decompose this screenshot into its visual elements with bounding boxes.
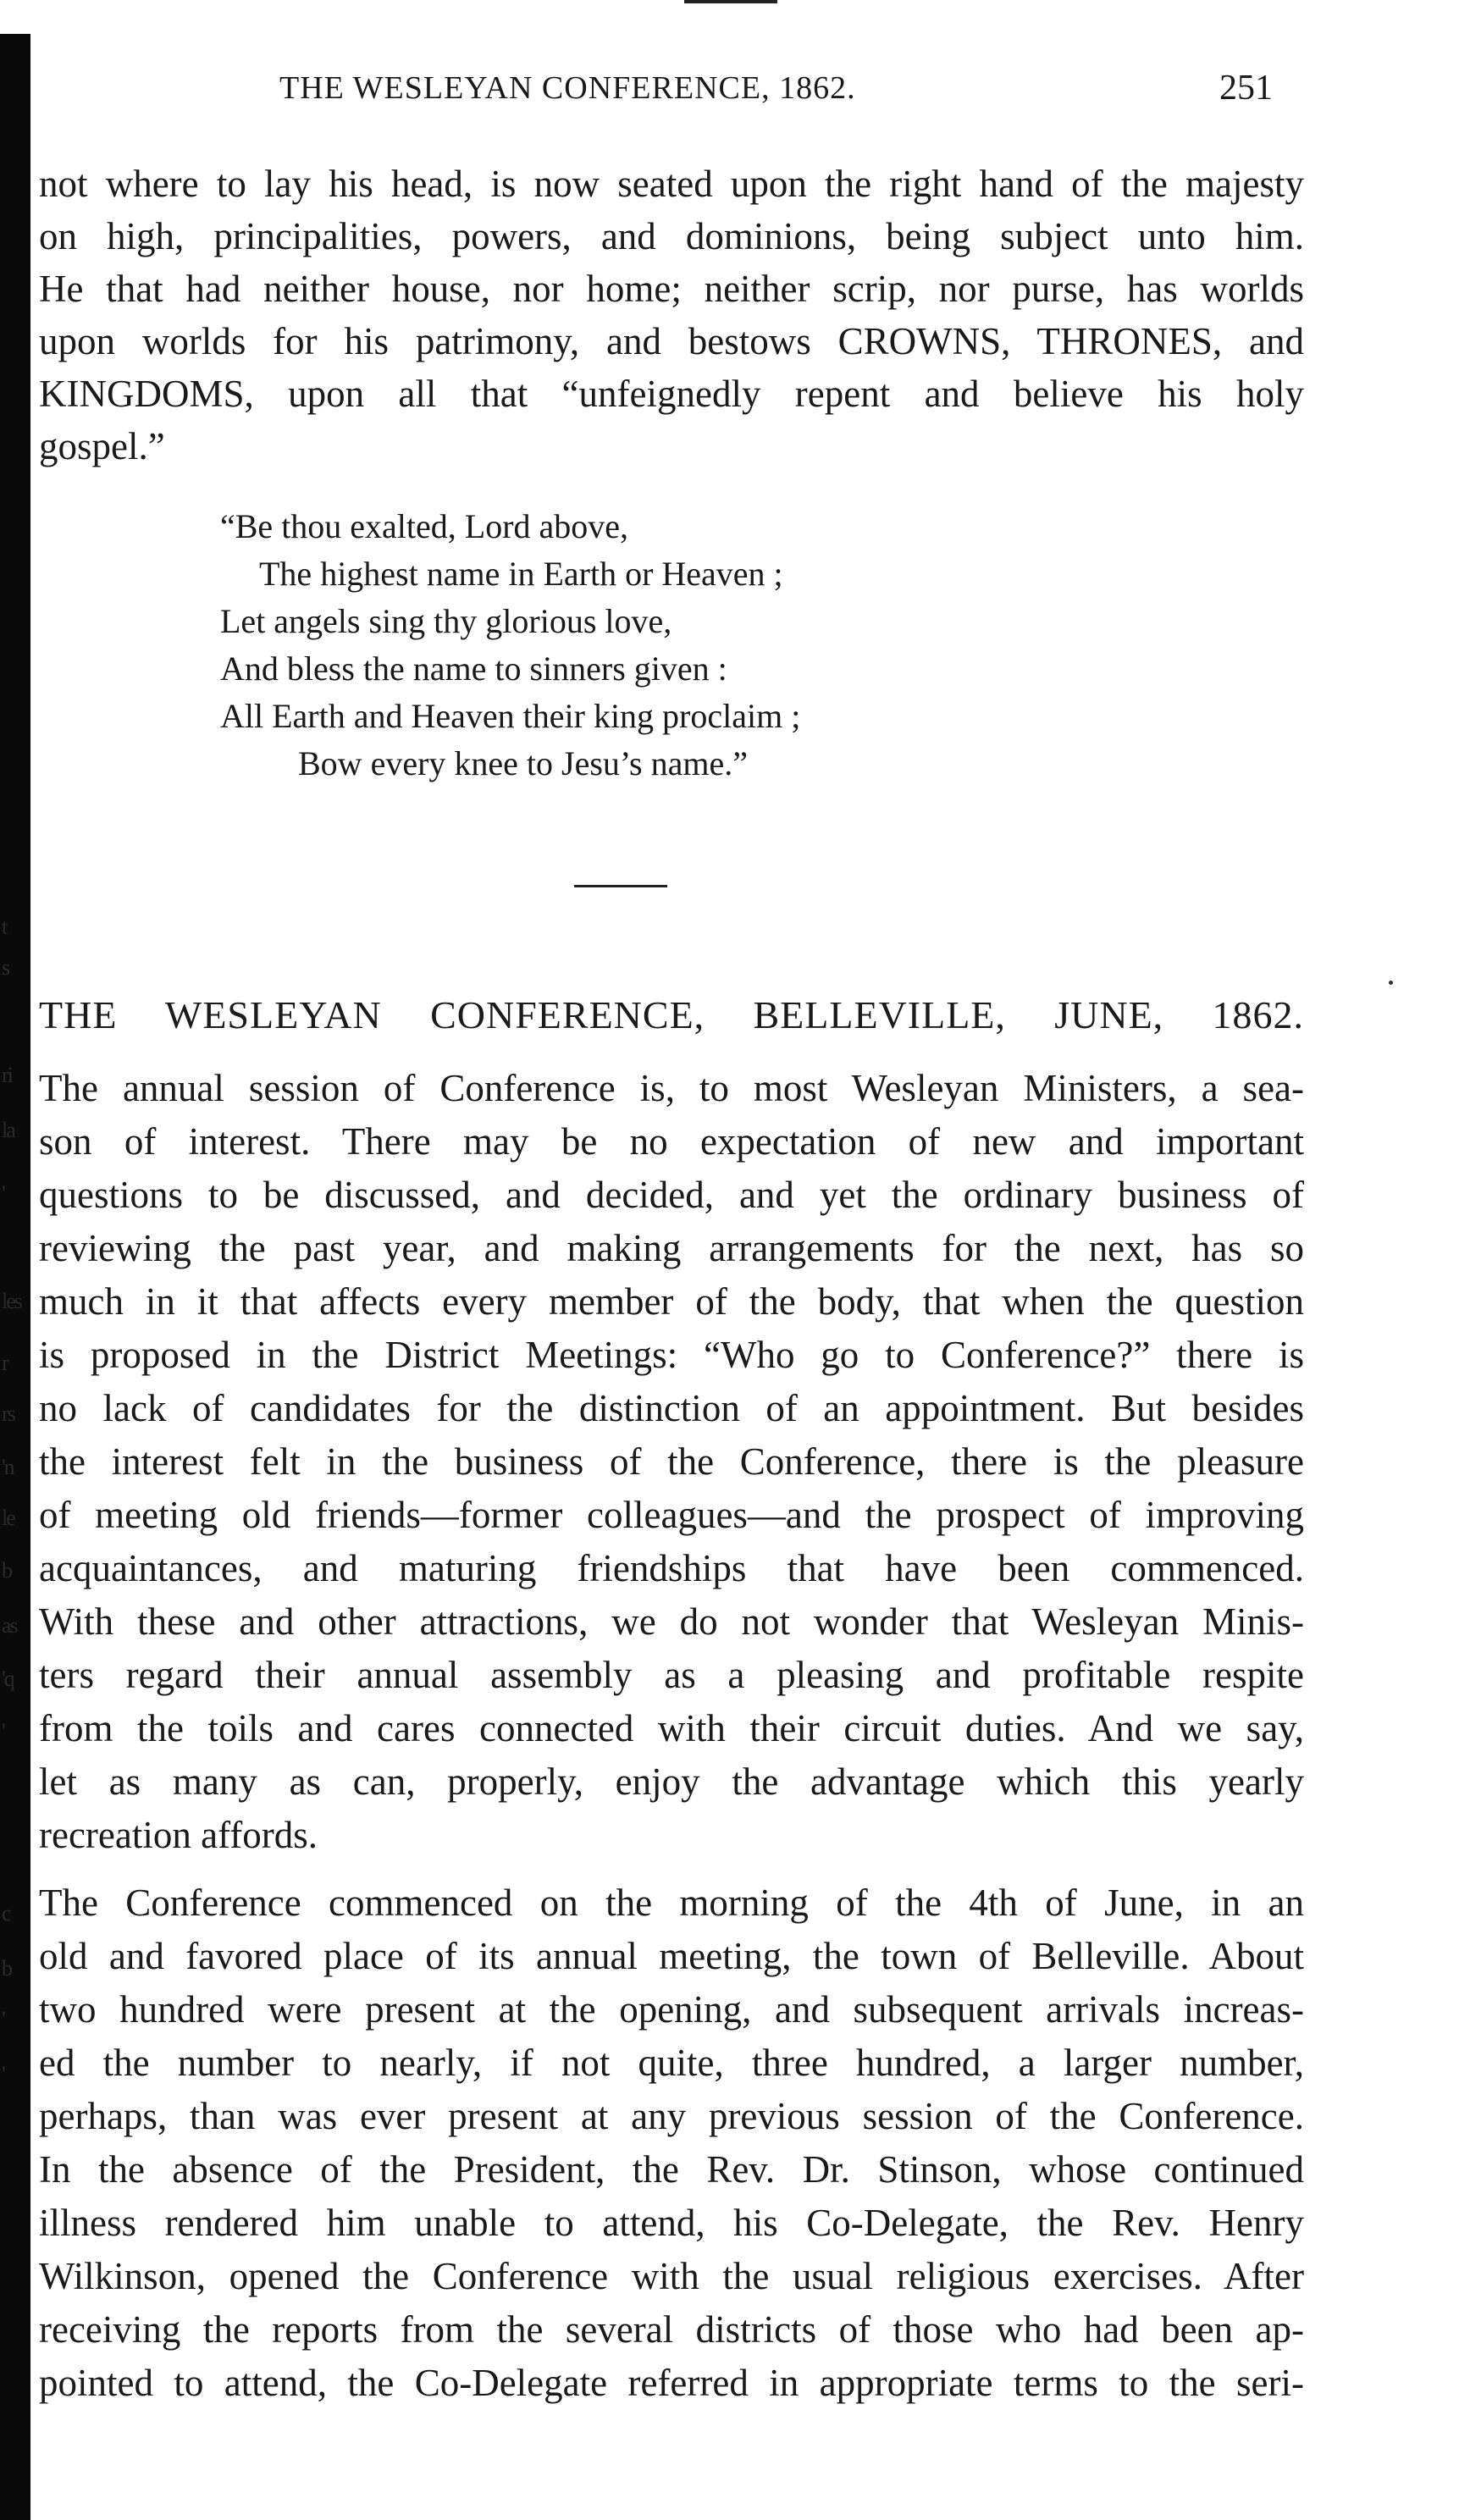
section-heading: THE WESLEYAN CONFERENCE, BELLEVILLE, JUNE, 1862.: [39, 993, 1304, 1036]
binding-shadow: [0, 34, 30, 2520]
text-line: old and favored place of its annual meeting, the town of Belleville. About: [39, 1935, 1304, 1977]
text-line: is proposed in the District Meetings: “Who go to Conference?” there is: [39, 1334, 1304, 1376]
margin-fragment: la: [2, 1118, 14, 1142]
margin-fragment: t: [2, 915, 7, 939]
text-line: the interest felt in the business of the Conference, there is the pleasure: [39, 1440, 1304, 1483]
text-line: from the toils and cares connected with their circuit duties. And we say,: [39, 1707, 1304, 1749]
text-line: questions to be discussed, and decided, and yet the ordinary business of: [39, 1174, 1304, 1216]
margin-fragment: ': [2, 2007, 4, 2031]
text-line: of meeting old friends—former colleagues—and the prospect of improving: [39, 1494, 1304, 1536]
text-line: receiving the reports from the several districts of those who had been ap-: [39, 2308, 1304, 2351]
margin-fragment: r: [2, 1351, 8, 1375]
text-line: recreation affords.: [39, 1814, 318, 1856]
text-line: He that had neither house, nor home; neither scrip, nor purse, has worlds: [39, 268, 1304, 310]
margin-fragment: ': [2, 1719, 4, 1744]
text-line: reviewing the past year, and making arrangements for the next, has so: [39, 1227, 1304, 1269]
section-separator: [574, 885, 667, 887]
text-line: pointed to attend, the Co-Delegate referred in appropriate terms to the seri-: [39, 2362, 1304, 2404]
text-line: son of interest. There may be no expectation of new and important: [39, 1120, 1304, 1163]
ink-speck: [1389, 981, 1393, 985]
margin-fragment: ': [2, 1181, 4, 1206]
margin-fragment: 'q: [2, 1666, 14, 1691]
margin-fragment: ri: [2, 1063, 12, 1087]
margin-fragment: rs: [2, 1401, 14, 1426]
top-rule: [684, 0, 777, 3]
text-line: no lack of candidates for the distinction of an appointment. But besides: [39, 1387, 1304, 1429]
text-line: two hundred were present at the opening, and subsequent arrivals increas-: [39, 1988, 1304, 2031]
text-line: KINGDOMS, upon all that “unfeignedly repent and believe his holy: [39, 373, 1304, 415]
running-title: THE WESLEYAN CONFERENCE, 1862.: [279, 70, 856, 106]
verse-line: And bless the name to sinners given :: [220, 649, 727, 688]
text-line: With these and other attractions, we do not wonder that Wesleyan Minis-: [39, 1600, 1304, 1643]
text-line: ed the number to nearly, if not quite, three hundred, a larger number,: [39, 2042, 1304, 2084]
text-line: The Conference commenced on the morning of the 4th of June, in an: [39, 1882, 1304, 1924]
text-line: let as many as can, properly, enjoy the advantage which this yearly: [39, 1760, 1304, 1803]
page-number: 251: [1219, 69, 1273, 108]
verse-line: Bow every knee to Jesu’s name.”: [298, 744, 748, 782]
text-line: upon worlds for his patrimony, and bestows CROWNS, THRONES, and: [39, 320, 1304, 362]
margin-fragment: c: [2, 1901, 10, 1926]
text-line: not where to lay his head, is now seated upon the right hand of the majesty: [39, 163, 1304, 205]
margin-fragment: b: [2, 1558, 11, 1583]
margin-fragment: ': [2, 2062, 4, 2086]
margin-fragment: les: [2, 1289, 21, 1313]
text-line: on high, principalities, powers, and dominions, being subject unto him.: [39, 215, 1304, 257]
margin-fragment: s: [2, 955, 9, 980]
verse-line: The highest name in Earth or Heaven ;: [259, 555, 783, 593]
verse-line: Let angels sing thy glorious love,: [220, 602, 672, 640]
text-line: In the absence of the President, the Rev. Dr. Stinson, whose continued: [39, 2148, 1304, 2191]
text-line: perhaps, than was ever present at any previous session of the Conference.: [39, 2095, 1304, 2137]
text-line: Wilkinson, opened the Conference with the usual religious exercises. After: [39, 2255, 1304, 2297]
text-line: ters regard their annual assembly as a pleasing and profitable respite: [39, 1654, 1304, 1696]
margin-fragment: le: [2, 1506, 14, 1530]
margin-fragment: b: [2, 1956, 11, 1981]
text-line: acquaintances, and maturing friendships that have been commenced.: [39, 1547, 1304, 1589]
margin-fragment: as: [2, 1613, 17, 1638]
verse-line: All Earth and Heaven their king proclaim ;: [220, 697, 801, 735]
text-line: illness rendered him unable to attend, his Co-Delegate, the Rev. Henry: [39, 2202, 1304, 2244]
text-line: much in it that affects every member of the body, that when the question: [39, 1280, 1304, 1323]
margin-fragment: 'n: [2, 1455, 14, 1479]
verse-line: “Be thou exalted, Lord above,: [220, 507, 629, 545]
text-line: gospel.”: [39, 425, 165, 467]
text-line: The annual session of Conference is, to most Wesleyan Ministers, a sea-: [39, 1067, 1304, 1109]
